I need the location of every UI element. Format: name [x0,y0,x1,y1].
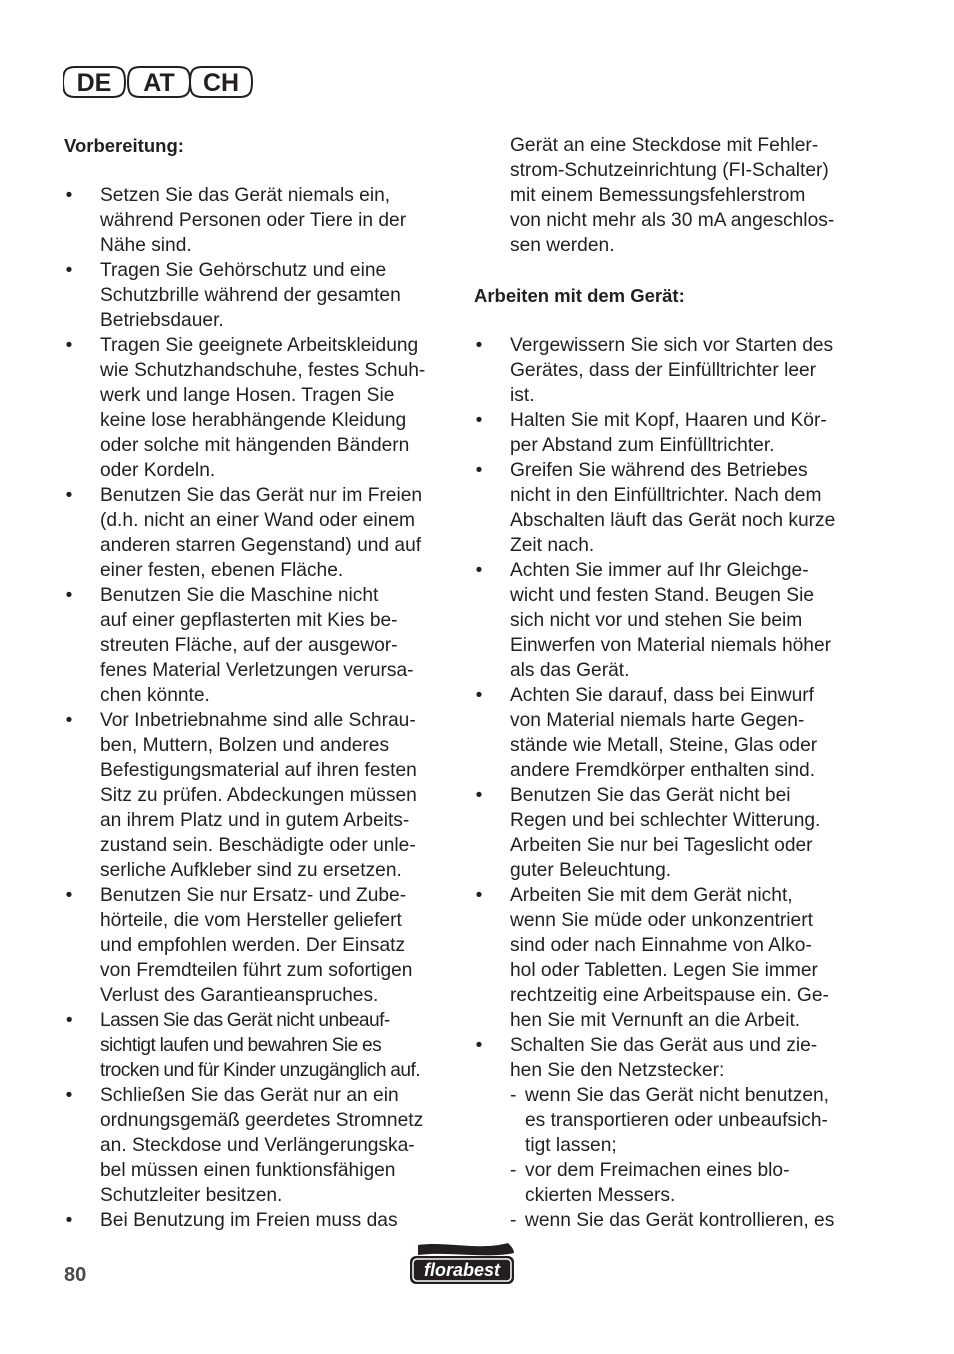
badge-ch-label: CH [202,69,240,97]
sub-item [510,1208,874,1233]
sub-item-line: vor dem Freimachen eines blo- [525,1160,790,1181]
list-item [64,333,454,483]
right-column [474,133,874,1233]
bullet: • [65,1085,73,1106]
bullet: • [65,1210,73,1231]
list-item [474,1033,874,1233]
logo-text: florabest [423,1260,501,1280]
item-line: hen Sie mit Vernunft an die Arbeit. [510,1010,801,1031]
list-item [64,258,454,333]
list-item [64,708,454,883]
bullet: • [475,560,483,581]
item-line: fenes Material Verletzungen verursa- [100,660,414,681]
item-line: an ihrem Platz und in gutem Arbeits- [100,810,410,831]
item-line: Tragen Sie Gehörschutz und eine [100,260,387,281]
item-line: während Personen oder Tiere in der [100,210,407,231]
bullet: • [475,785,483,806]
item-line: hörteile, die vom Hersteller geliefert [100,910,402,931]
paragraph-line: Gerät an eine Steckdose mit Fehler- [510,135,819,156]
bullet: • [65,885,73,906]
list-item [64,883,454,1008]
item-line: sich nicht vor und stehen Sie beim [510,610,803,631]
item-line: wenn Sie müde oder unkonzentriert [510,910,813,931]
badge-at [128,67,190,97]
item-line: hen Sie den Netzstecker: [510,1060,725,1081]
item-line: Betriebsdauer. [100,310,224,331]
item-line: per Abstand zum Einfülltrichter. [510,435,775,456]
bullet: • [475,1035,483,1056]
list-item [64,1083,454,1208]
sub-item [510,1083,874,1158]
bullet: • [475,685,483,706]
section-heading-preparation: Vorbereitung: [64,135,184,156]
list-item [474,683,874,783]
list-item [474,458,874,558]
item-line: guter Beleuchtung. [510,860,672,881]
item-line: einer festen, ebenen Fläche. [100,560,344,581]
item-line: streuten Fläche, auf der ausgewor- [100,635,398,656]
list-item [64,183,454,258]
item-line: und empfohlen werden. Der Einsatz [100,935,406,956]
list-item [64,583,454,708]
item-line: nicht in den Einfülltrichter. Nach dem [510,485,822,506]
bullet: • [65,585,73,606]
item-line: Vergewissern Sie sich vor Starten des [510,335,834,356]
section-heading-working: Arbeiten mit dem Gerät: [474,285,685,306]
item-line: chen könnte. [100,685,210,706]
sub-item [510,1158,874,1208]
page-number: 80 [64,1264,87,1286]
bullet: • [65,485,73,506]
list-item [64,483,454,583]
item-line: Abschalten läuft das Gerät noch kurze [510,510,836,531]
item-line: als das Gerät. [510,660,630,681]
logo-swoosh-icon [418,1243,514,1255]
item-line: Achten Sie immer auf Ihr Gleichge- [510,560,809,581]
item-line: oder solche mit hängenden Bändern [100,435,410,456]
item-line: ordnungsgemäß geerdetes Stromnetz [100,1110,424,1131]
item-line: Zeit nach. [510,535,595,556]
paragraph-line: von nicht mehr als 30 mA angeschlos- [510,210,835,231]
bullet: • [475,335,483,356]
badge-de [63,67,125,97]
item-line: Nähe sind. [100,235,192,256]
badge-at-label: AT [143,69,175,97]
item-line: Halten Sie mit Kopf, Haaren und Kör- [510,410,827,431]
item-line: auf einer gepflasterten mit Kies be- [100,610,398,631]
list-item [64,1008,454,1083]
item-line: von Material niemals harte Gegen- [510,710,805,731]
item-line: Einwerfen von Material niemals höher [510,635,832,656]
item-line: Verlust des Garantieanspruches. [100,985,379,1006]
item-line: andere Fremdkörper enthalten sind. [510,760,816,781]
item-line: Vor Inbetriebnahme sind alle Schrau- [100,710,416,731]
bullet: • [475,460,483,481]
item-line: Schalten Sie das Gerät aus und zie- [510,1035,818,1056]
item-line: ben, Muttern, Bolzen und anderes [100,735,390,756]
item-line: an. Steckdose und Verlängerungska- [100,1135,415,1156]
list-item [474,783,874,883]
item-line: Benutzen Sie das Gerät nur im Freien [100,485,423,506]
item-line: Lassen Sie das Gerät nicht unbeauf- [100,1010,390,1031]
sub-item-line: wenn Sie das Gerät nicht benutzen, [525,1085,829,1106]
bullet: • [65,1010,73,1031]
item-line: Benutzen Sie die Maschine nicht [100,585,379,606]
item-line: trocken und für Kinder unzugänglich auf. [100,1060,421,1081]
item-line: Tragen Sie geeignete Arbeitskleidung [100,335,419,356]
badge-ch [190,67,252,97]
item-line: Schließen Sie das Gerät nur an ein [100,1085,399,1106]
item-line: Bei Benutzung im Freien muss das [100,1210,398,1231]
item-line: oder Kordeln. [100,460,216,481]
item-line: Schutzleiter besitzen. [100,1185,283,1206]
item-line: sind oder nach Einnahme von Alko- [510,935,812,956]
item-line: Gerätes, dass der Einfülltrichter leer [510,360,817,381]
list-item [474,408,874,458]
list-item [474,333,874,408]
bullet: • [65,710,73,731]
item-line: Schutzbrille während der gesamten [100,285,401,306]
sub-item-line: wenn Sie das Gerät kontrollieren, es [525,1210,835,1231]
list-item [474,558,874,683]
continued-paragraph [474,133,874,258]
item-line: zustand sein. Beschädigte oder unle- [100,835,416,856]
item-line: werk und lange Hosen. Tragen Sie [100,385,395,406]
item-line: Arbeiten Sie mit dem Gerät nicht, [510,885,793,906]
bullet: • [65,260,73,281]
item-line: stände wie Metall, Steine, Glas oder [510,735,818,756]
badge-de-label: DE [76,69,112,97]
dash: - [510,1085,517,1106]
item-line: serliche Aufkleber sind zu ersetzen. [100,860,402,881]
sub-item-line: tigt lassen; [525,1135,617,1156]
list-item [64,1208,454,1233]
dash: - [510,1210,517,1231]
item-line: Sitz zu prüfen. Abdeckungen müssen [100,785,417,806]
item-line: hol oder Tabletten. Legen Sie immer [510,960,818,981]
bullet: • [65,185,73,206]
list-item [474,883,874,1033]
sub-item-line: ckierten Messers. [525,1185,676,1206]
item-line: ist. [510,385,535,406]
dash: - [510,1160,517,1181]
item-line: Greifen Sie während des Betriebes [510,460,808,481]
item-line: anderen starren Gegenstand) und auf [100,535,422,556]
item-line: (d.h. nicht an einer Wand oder einem [100,510,415,531]
paragraph-line: mit einem Bemessungsfehlerstrom [510,185,806,206]
paragraph-line: sen werden. [510,235,615,256]
item-line: Regen und bei schlechter Witterung. [510,810,821,831]
preparation-list [64,183,454,1233]
item-line: wicht und festen Stand. Beugen Sie [510,585,815,606]
item-line: Achten Sie darauf, dass bei Einwurf [510,685,814,706]
sub-item-line: es transportieren oder unbeaufsich- [525,1110,828,1131]
item-line: Arbeiten Sie nur bei Tageslicht oder [510,835,813,856]
paragraph-line: strom-Schutzeinrichtung (FI-Schalter) [510,160,829,181]
item-line: keine lose herabhängende Kleidung [100,410,407,431]
bullet: • [475,885,483,906]
item-line: rechtzeitig eine Arbeitspause ein. Ge- [510,985,829,1006]
item-line: Befestigungsmaterial auf ihren festen [100,760,417,781]
item-line: Benutzen Sie nur Ersatz- und Zube- [100,885,407,906]
item-line: Benutzen Sie das Gerät nicht bei [510,785,791,806]
bullet: • [65,335,73,356]
left-column [64,133,454,1233]
item-line: sichtigt laufen und bewahren Sie es [100,1035,382,1056]
working-list [474,333,874,1233]
item-line: von Fremdteilen führt zum sofortigen [100,960,413,981]
item-line: wie Schutzhandschuhe, festes Schuh- [100,360,426,381]
florabest-logo [408,1243,518,1292]
country-badges [63,66,253,98]
item-line: bel müssen einen funktionsfähigen [100,1160,396,1181]
bullet: • [475,410,483,431]
item-line: Setzen Sie das Gerät niemals ein, [100,185,391,206]
